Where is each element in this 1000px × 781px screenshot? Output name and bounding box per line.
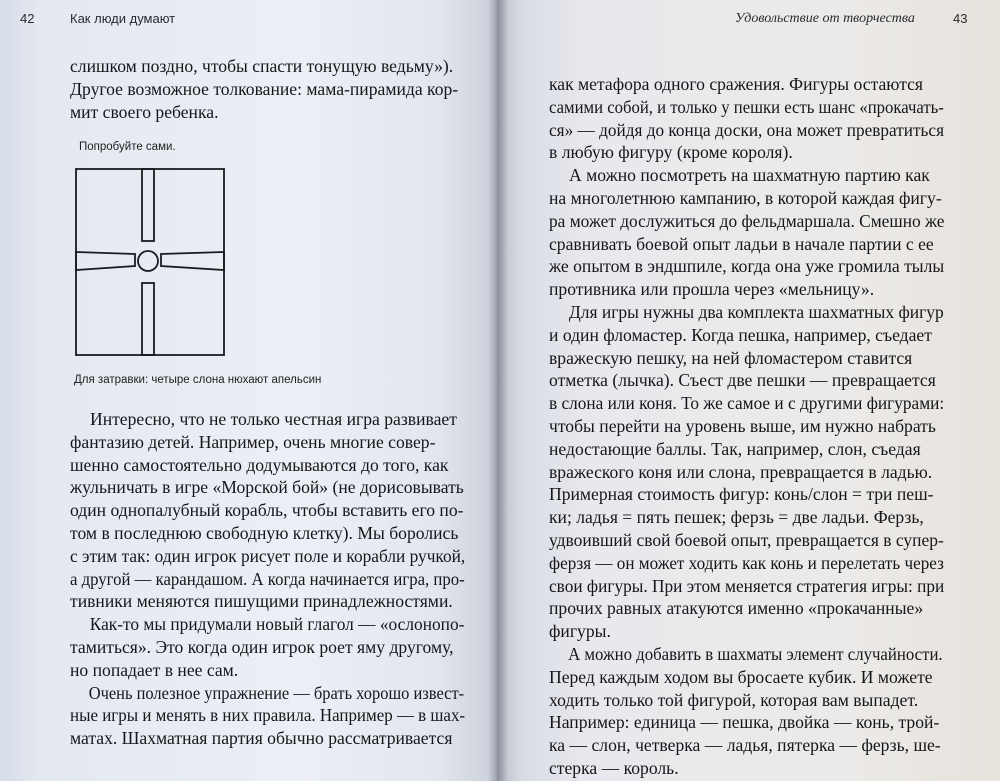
text-line: свои фигуры. При этом меняется стратегия игры: при [549, 575, 945, 596]
text-line: шенно самостоятельно додумываются до того, как [70, 454, 449, 475]
text-line: прочих равных атакуются именно «прокачанные» [549, 598, 924, 619]
figure-bottom-bar [142, 283, 154, 355]
text-line: фигуры. [549, 621, 611, 642]
text-line: как метафора одного сражения. Фигуры остаются [549, 74, 924, 94]
book-gutter-shadow [488, 0, 508, 781]
text-line: самими собой, и только у пешки есть шанс «прокачать- [549, 96, 944, 117]
figure-left-bar [76, 252, 135, 270]
text-line: А можно добавить в шахматы элемент случайности. [568, 643, 943, 664]
text-line: фантазию детей. Например, очень многие совер- [70, 431, 436, 452]
text-line: Интересно, что не только честная игра развивает [90, 409, 457, 429]
text-line: мит своего ребенка. [70, 101, 219, 122]
text-line: вражескую пешку, на ней фломастером ставится [549, 347, 913, 368]
text-line: слишком поздно, чтобы спасти тонущую ведьму»). [70, 56, 454, 76]
text-line: в любую фигуру (кроме короля). [549, 142, 793, 163]
text-line: ра может дослужиться до фельдмаршала. Смешно же [549, 210, 945, 231]
text-line: ные игры и менять в них правила. Например — в шах- [70, 705, 466, 726]
text-line: с этим так: один игрок рисует поле и корабли ручкой, [70, 545, 466, 566]
right-page [497, 0, 1000, 781]
text-line: в слона или коня. То же самое и с другими фигурами: [549, 393, 945, 414]
left-page-number: 42 [20, 11, 35, 26]
text-line: Как-то мы придумали новый глагол — «ослонопо- [89, 614, 465, 635]
puzzle-figure [75, 168, 225, 358]
text-line: вражеского коня или слона, превращается в ладью. [549, 461, 933, 482]
text-line: Примерная стоимость фигур: конь/слон = три пеш- [549, 484, 934, 505]
figure-right-bar [161, 252, 224, 270]
left-top-paragraph [70, 55, 460, 123]
text-line: сравнивать боевой опыт ладьи в начале партии с ее [549, 233, 934, 254]
text-line: Перед каждым ходом вы бросаете кубик. И можете [549, 666, 933, 687]
text-line: ся» — дойдя до конца доски, она может превратиться [549, 119, 944, 140]
figure-orange-circle [138, 251, 158, 271]
text-line: на многолетнюю кампанию, в которой каждая фигу- [549, 187, 942, 208]
text-line: стерка — король. [549, 757, 679, 778]
text-line: тамиться». Это когда один игрок роет яму другому, [70, 636, 454, 657]
left-body-text [70, 408, 465, 750]
text-line: Для игры нужны два комплекта шахматных фигур [568, 301, 944, 322]
text-line: один однопалубный корабль, чтобы вставить его по- [70, 500, 464, 521]
text-line: но попадает в нее сам. [70, 659, 239, 680]
text-line: ферзя — он может ходить как конь и перелетать через [549, 552, 944, 573]
figure-frame [76, 169, 224, 355]
right-body-text [549, 73, 944, 780]
text-line: матах. Шахматная партия обычно рассматривается [70, 728, 453, 749]
text-line: Очень полезное упражнение — брать хорошо извест- [88, 682, 465, 703]
text-line: жульничать в игре «Морской бой» (не дорисовывать [70, 477, 464, 498]
text-line: отметка (лычка). Съест две пешки — превращается [549, 370, 936, 391]
figure-caption-top: Попробуйте сами. [79, 141, 176, 153]
figure-caption-bottom: Для затравки: четыре слона нюхают апельсин [74, 374, 322, 386]
text-line: тивники меняются пишущими принадлежностями. [70, 591, 453, 612]
text-line: удвоивший свой боевой опыт, превращается в супер- [549, 529, 944, 550]
text-line: ки; ладья = пять пешек; ферзь = две ладьи. Ферзь, [549, 507, 924, 528]
text-line: том в последнюю свободную клетку). Мы боролись [70, 522, 459, 543]
right-page-number: 43 [953, 11, 968, 26]
text-line: А можно посмотреть на шахматную партию как [569, 165, 930, 186]
left-running-title: Как люди думают [70, 11, 176, 26]
figure-top-bar [142, 169, 154, 241]
text-line: ходить только той фигурой, которая вам выпадет. [549, 689, 919, 710]
text-line: Другое возможное толкование: мама-пирамида кор- [70, 78, 459, 99]
text-line: противника или прошла через «мельницу». [549, 279, 875, 300]
left-page [0, 0, 497, 781]
text-line: ка — слон, четверка — ладья, пятерка — ферзь, ше- [549, 735, 941, 756]
text-line: чтобы перейти на уровень выше, им нужно набрать [549, 415, 936, 436]
text-line: а другой — карандашом. А когда начинается игра, про- [70, 568, 465, 589]
right-running-title: Удовольствие от творчества [735, 11, 915, 26]
text-line: Например: единица — пешка, двойка — конь, трой- [549, 712, 940, 733]
text-line: же опытом в эндшпиле, когда она уже громила тылы [549, 256, 945, 277]
text-line: недостающие баллы. Так, например, слон, съедая [549, 438, 921, 459]
text-line: и один фломастер. Когда пешка, например, съедает [549, 324, 932, 345]
